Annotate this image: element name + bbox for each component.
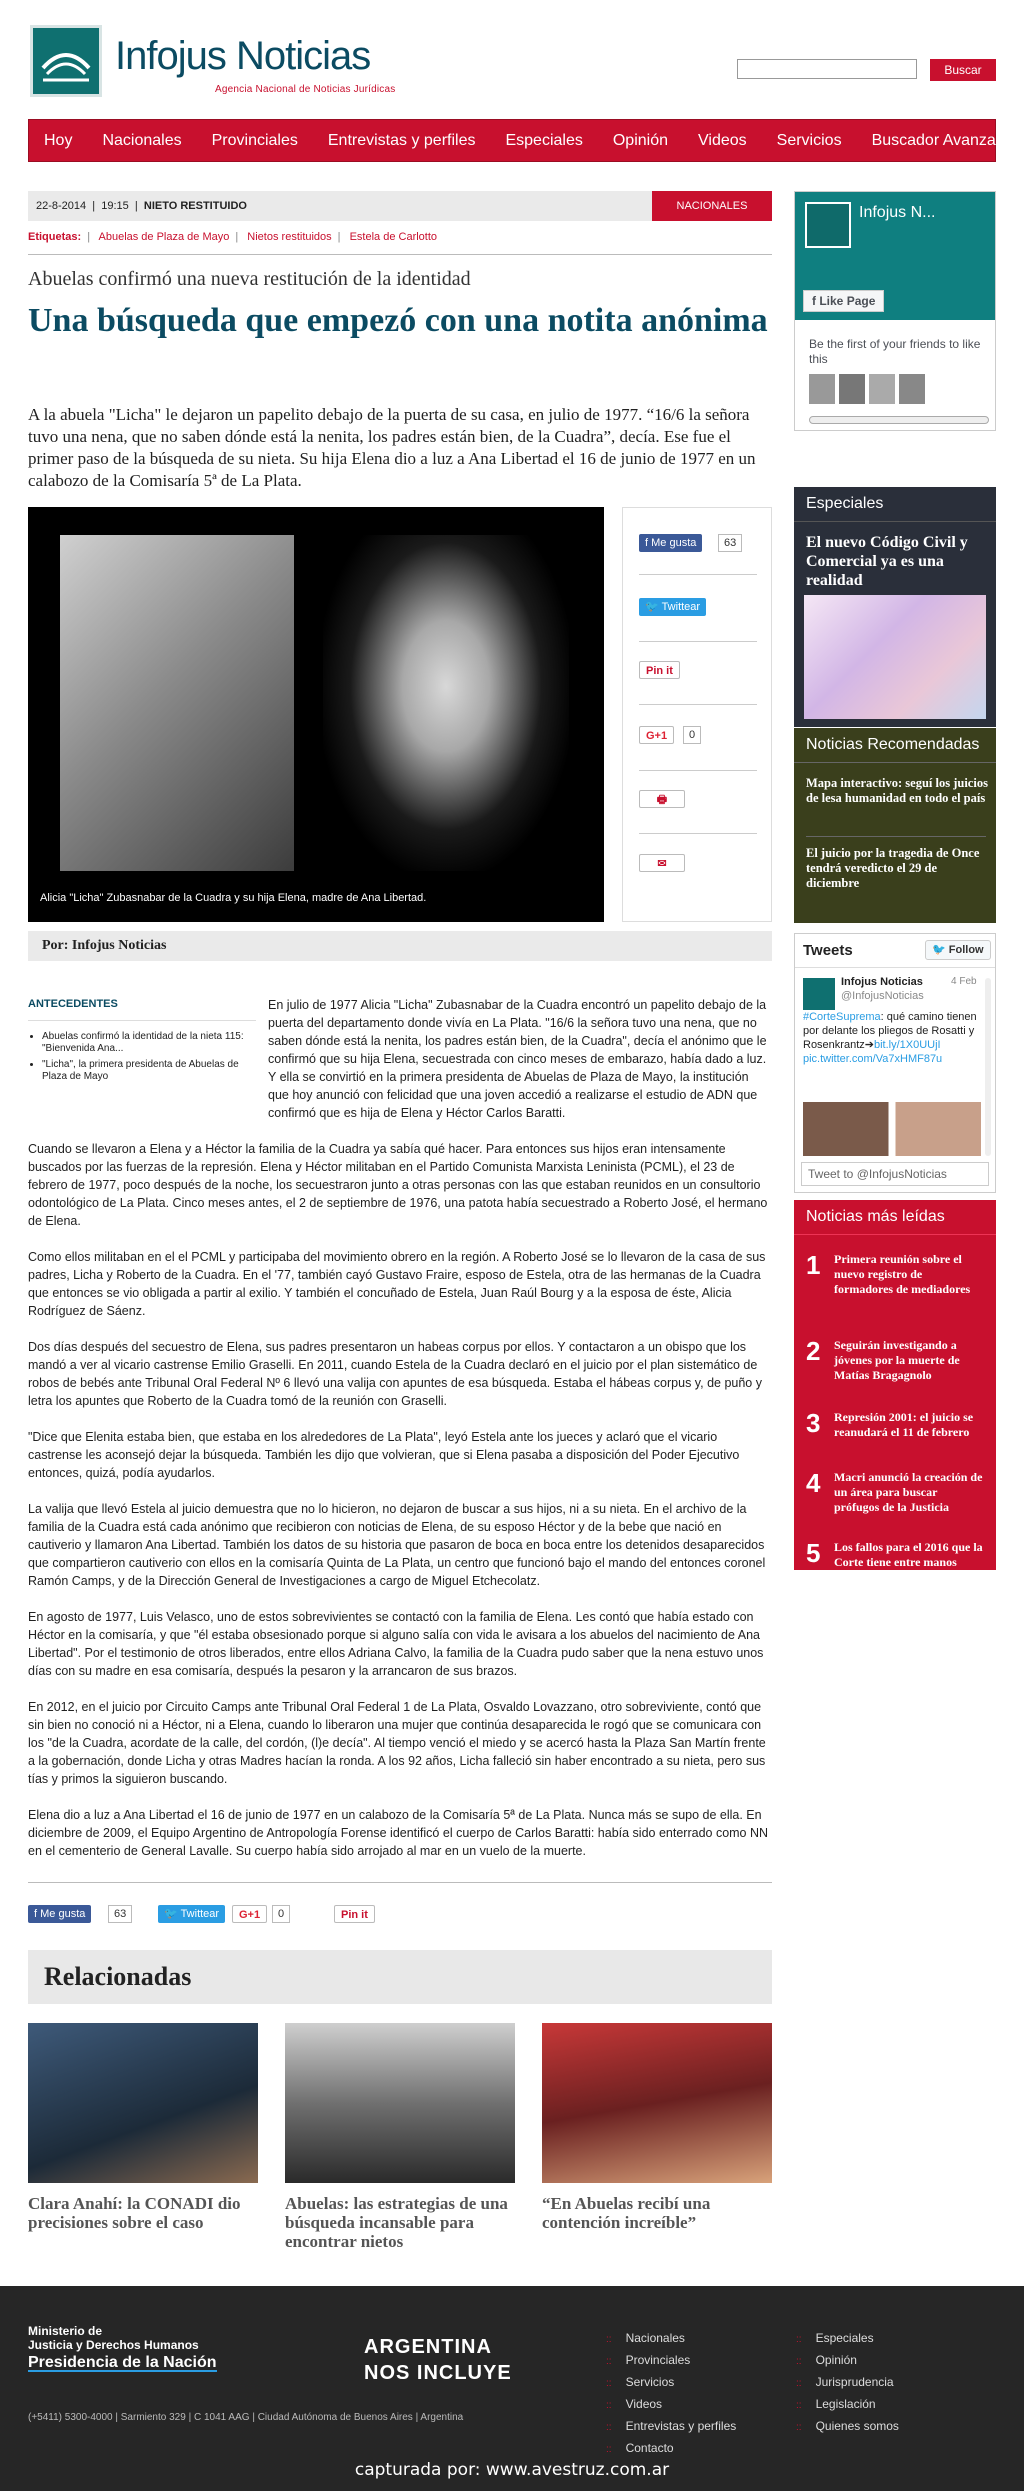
facebook-like-button[interactable]: f Me gusta <box>639 534 702 552</box>
antecedente-link[interactable]: • Abuelas confirmó la identidad de la nieta 115: "Bienvenida Ana... <box>42 1031 260 1055</box>
twitter-tweet-button[interactable]: 🐦 Twittear <box>639 598 706 616</box>
tweet-avatar-icon[interactable] <box>803 978 835 1010</box>
tweet-compose-input[interactable]: Tweet to @InfojusNoticias <box>801 1162 989 1186</box>
slogan-line-2: NOS INCLUYE <box>364 2362 512 2384</box>
footer-links-col-2 <box>796 2328 899 2438</box>
photo-licha <box>60 535 294 871</box>
divider <box>28 254 772 255</box>
antecedentes-title: ANTECEDENTES <box>28 998 118 1010</box>
logo-subtitle: Agencia Nacional de Noticias Jurídicas <box>215 84 396 95</box>
article-paragraph: La valija que llevó Estela al juicio demuestra que no lo hicieron, no dejaron de buscar a sus hijos, ni a su nieta. En el archivo de la familia de la Cuadra está cada anónimo que recibieron con noticias de Elena, de su esposo Héctor y de la bebe que nació en cautiverio y llamaron Ana Libertad. También los datos de su historia que pasaron de boca en boca entre los detenidos desaparecidos que compartieron cautiverio con ellos en la comisaría Quinta de La Plata, un centro que funcionó bajo el mando del entonces coronel Ramón Camps, y de la Dirección General de Investigaciones a cargo de Miguel Etchecolatz. <box>28 1502 766 1588</box>
nav-item-nacionales[interactable]: Nacionales <box>102 131 182 149</box>
most-read-link[interactable]: Seguirán investigando a jóvenes por la muerte de Matías Bragagnolo <box>834 1338 960 1382</box>
tweet-account-name[interactable]: Infojus Noticias <box>841 976 923 988</box>
article-paragraph: Cuando se llevaron a Elena y a Héctor la familia de la Cuadra ya sabía qué hacer. Para entonces sus hijos eran intensamente buscados por las fuerzas de la represión. Elena y Héctor militaban en el Partido Comunista Marxista Leninista (PCML), el 23 de febrero de 1977, poco después de la noche, los secuestraron junto a otras personas con las que estaban reunidos en un consultorio odontológico de La Plata. Cinco meses antes, el 2 de septiembre de 1976, una patota había secuestrado a Roberto José, el hermano de Elena. <box>28 1142 768 1228</box>
especiales-image[interactable] <box>804 595 986 719</box>
divider <box>639 704 757 705</box>
twitter-widget <box>794 933 996 1193</box>
footer-link[interactable]: :: Especiales <box>796 2328 899 2350</box>
article-intro: En julio de 1977 Alicia "Licha" Zubasnabar de la Cuadra encontró un papelito debajo de la puerta del departamento donde vivía en La Plata. "16/6 la señora tuvo una nena, que no saben dónde está la nenita, los padres están bien, de la Cuadra", decía el anónimo que le confirmó que su hija Elena, secuestrada con cinco meses de embarazo, había dado a luz. Y ella se convirtió en la primera presidenta de Abuelas de Plaza de Mayo, la institución que hoy anunció con felicidad que una joven accedió a realizarse el estudio de ADN que confirmó que es hija de Elena y Héctor Carlos Baratti. <box>268 998 767 1120</box>
ministry-line-1: Ministerio de <box>28 2324 103 2338</box>
antecedente-link[interactable]: • "Licha", la primera presidenta de Abuelas de Plaza de Mayo <box>42 1059 260 1083</box>
related-title: Relacionadas <box>28 1950 772 2004</box>
related-link[interactable]: “En Abuelas recibí una contención increíble” <box>542 2194 711 2232</box>
tweet-hashtag[interactable]: #CorteSuprema <box>803 1011 881 1023</box>
divider <box>639 770 757 771</box>
especiales-box <box>794 487 996 727</box>
facebook-like-button[interactable]: f Me gusta <box>28 1905 91 1923</box>
article-time: 19:15 <box>101 200 129 212</box>
facebook-scrollbar[interactable] <box>809 416 989 424</box>
pinterest-pin-button[interactable]: Pin it <box>334 1905 375 1923</box>
footer-link[interactable]: :: Nacionales <box>606 2328 736 2350</box>
divider <box>639 641 757 642</box>
article-lead: A la abuela "Licha" le dejaron un papelito debajo de la puerta de su casa, en julio de 1977. “16/6 la señora tuvo una nena, que no saben dónde está la nenita, los padres están bien, de la Cuadra”, decía. Ese fue el primer paso de la búsqueda de su nieta. Su hija Elena dio a luz a Ana Libertad el 16 de junio de 1977 en un calabozo de la Comisaría 5ª de La Plata. <box>28 405 756 490</box>
related-image[interactable] <box>28 2023 258 2183</box>
tweet-handle[interactable]: @InfojusNoticias <box>841 990 924 1002</box>
related-image[interactable] <box>285 2023 515 2183</box>
recomendada-link[interactable]: Mapa interactivo: seguí los juicios de lesa humanidad en todo el país <box>806 776 988 805</box>
most-read-link[interactable]: Primera reunión sobre el nuevo registro de formadores de mediadores <box>834 1252 971 1296</box>
recomendadas-box <box>794 728 996 923</box>
most-read-number: 5 <box>806 1538 821 1568</box>
nav-item-entrevistas[interactable]: Entrevistas y perfiles <box>327 131 476 149</box>
site-logo-text[interactable] <box>115 34 370 79</box>
most-read-link[interactable]: Macri anunció la creación de un área para buscar prófugos de la Justicia <box>834 1470 983 1514</box>
most-read-box <box>794 1200 996 1570</box>
facebook-like-count: 63 <box>718 534 742 552</box>
tweet-image[interactable] <box>803 1102 981 1156</box>
nav-item-provinciales[interactable]: Provinciales <box>211 131 298 149</box>
antecedentes-list <box>30 1031 260 1087</box>
nav-item-servicios[interactable]: Servicios <box>776 131 842 149</box>
recomendada-link[interactable]: El juicio por la tragedia de Once tendrá veredicto el 29 de diciembre <box>806 846 980 890</box>
recomendadas-title: Noticias Recomendadas <box>806 736 980 753</box>
tweet-link[interactable]: pic.twitter.com/Va7xHMF87u <box>803 1053 943 1065</box>
photo-elena <box>323 535 569 871</box>
article-date: 22-8-2014 <box>36 200 87 212</box>
nav-item-especiales[interactable]: Especiales <box>505 131 583 149</box>
email-icon[interactable]: ✉ <box>639 854 685 872</box>
site-footer <box>0 2286 1024 2491</box>
print-icon[interactable]: 🖶 <box>639 790 685 808</box>
twitter-follow-button[interactable]: 🐦 Follow <box>925 940 991 960</box>
most-read-link[interactable]: Represión 2001: el juicio se reanudará el 11 de febrero <box>834 1410 974 1439</box>
divider <box>639 833 757 834</box>
tweet-date: 4 Feb <box>951 976 977 987</box>
divider <box>639 574 757 575</box>
share-bottom-bar <box>28 1905 772 1925</box>
tag-link[interactable]: Abuelas de Plaza de Mayo <box>98 231 230 243</box>
tweets-scrollbar[interactable] <box>985 978 991 1156</box>
footer-link[interactable]: :: Servicios <box>606 2372 736 2394</box>
nav-item-buscador[interactable]: Buscador Avanzado <box>871 131 1014 149</box>
most-read-number: 2 <box>806 1336 821 1366</box>
footer-link[interactable]: :: Opinión <box>796 2350 899 2372</box>
footer-link[interactable]: :: Jurisprudencia <box>796 2372 899 2394</box>
nav-item-hoy[interactable]: Hoy <box>44 131 73 149</box>
divider <box>28 1882 772 1883</box>
article-headline: Una búsqueda que empezó con una notita anónima <box>28 302 768 339</box>
nav-item-opinion[interactable]: Opinión <box>612 131 669 149</box>
related-image[interactable] <box>542 2023 772 2183</box>
footer-link[interactable]: :: Contacto <box>606 2438 736 2460</box>
share-column <box>622 507 772 922</box>
related-link[interactable]: Abuelas: las estrategias de una búsqueda incansable para encontrar nietos <box>285 2194 508 2251</box>
search-button[interactable]: Buscar <box>930 59 996 81</box>
logo-icon[interactable] <box>30 25 102 97</box>
facebook-friend-avatars <box>809 374 989 404</box>
article-paragraph: En agosto de 1977, Luis Velasco, uno de estos sobrevivientes se contactó con la familia de Elena. Les contó que había estado con Héctor en la comisaría, y que "él estaba obsesionado porque si alguno salía con vida le avisara a los abuelos del nacimiento de Ana Libertad". Por el testimonio de otros liberados, entre ellos Adriana Calvo, la familia de la Cuadra pudo saber que la nena estuvo unos días con su madre en esa comisaría, después la pesaron y la arrancaron de sus brazos. <box>28 1610 764 1678</box>
nav-item-videos[interactable]: Videos <box>698 131 747 149</box>
facebook-cover-image[interactable] <box>795 192 995 320</box>
footer-links-col-1 <box>606 2328 736 2460</box>
ministry-logo[interactable] <box>28 2324 217 2372</box>
tags-row: Etiquetas: | Abuelas de Plaza de Mayo | Nietos restituidos | Estela de Carlotto <box>28 231 438 243</box>
footer-link[interactable]: :: Entrevistas y perfiles <box>606 2416 736 2438</box>
footer-link[interactable]: :: Videos <box>606 2394 736 2416</box>
section-badge[interactable]: NACIONALES <box>652 191 772 221</box>
slogan-line-1: ARGENTINA <box>364 2336 492 2358</box>
presidency-label: Presidencia de la Nación <box>28 2354 217 2371</box>
footer-link[interactable]: :: Legislación <box>796 2394 899 2416</box>
tweets-title: Tweets <box>803 942 853 959</box>
facebook-like-count: 63 <box>108 1905 132 1923</box>
pinterest-pin-button[interactable]: Pin it <box>639 661 680 679</box>
facebook-like-page-button[interactable]: f Like Page <box>803 290 884 312</box>
article-paragraph: En 2012, en el juicio por Circuito Camps ante Tribunal Oral Federal 1 de La Plata, Osvaldo Lovazzano, otro sobreviviente, contó que sin bien no conoció ni a Héctor, ni a Elena, cuando lo liberaron una mujer que continúa desaparecida le rogó que se comunicara con los "de la Cuadra, acordate de la calle, del cordón, (l)e decía". Al tiempo venció el miedo y se acercó hasta la Plaza San Martín frente a la gobernación, donde Licha y otras Madres hacían la ronda. A los 92 años, Licha falleció sin haber encontrado a su nieta, pero sus tías y primos la siguieron buscando. <box>28 1700 766 1786</box>
article-photo[interactable] <box>28 507 604 922</box>
footer-link[interactable]: :: Quienes somos <box>796 2416 899 2438</box>
slogan <box>364 2334 512 2386</box>
main-nav <box>28 119 1014 162</box>
google-plus-button[interactable]: G+1 <box>232 1905 267 1923</box>
tag-link[interactable]: Estela de Carlotto <box>349 231 438 243</box>
tweet-link[interactable]: bit.ly/1X0UUjI <box>873 1039 941 1051</box>
tag-link[interactable]: Nietos restituidos <box>247 231 332 243</box>
facebook-page-widget <box>794 191 996 431</box>
article-byline: Por: Infojus Noticias <box>28 931 772 961</box>
especiales-headline[interactable]: El nuevo Código Civil y Comercial ya es una realidad <box>806 534 968 589</box>
article-paragraph: Elena dio a luz a Ana Libertad el 16 de junio de 1977 en un calabozo de la Comisaría 5ª de La Plata. Nunca más se supo de ella. En diciembre de 2009, el Equipo Argentino de Antropología Forense identificó el cuerpo de Carlos Baratti: había sido enterrado como NN en el cementerio de General Lavalle. Su cuerpo había sido arrojado al mar en un vuelo de la muerte. <box>28 1808 769 1858</box>
google-plus-count: 0 <box>683 726 701 744</box>
related-link[interactable]: Clara Anahí: la CONADI dio precisiones sobre el caso <box>28 2194 241 2232</box>
logo-word-1: Infojus <box>115 34 226 78</box>
logo-word-2: Noticias <box>235 34 371 78</box>
article-paragraph: "Dice que Elenita estaba bien, que estaba en los alrededores de La Plata", leyó Estela ante los jueces y aclaró que el vicario castrense les aconsejó dejar la búsqueda. También les dijo que volvieran, que si Elena pasaba a disposición del Poder Ejecutivo entonces, quizá, podía ayudarlos. <box>28 1430 740 1480</box>
article-meta-bar: 22-8-2014 | 19:15 | NIETO RESTITUIDO <box>28 191 652 221</box>
most-read-link[interactable]: Los fallos para el 2016 que la Corte tiene entre manos <box>834 1540 983 1569</box>
article-body <box>28 1140 772 1878</box>
page-avatar-icon <box>805 202 851 248</box>
photo-caption: Alicia "Licha" Zubasnabar de la Cuadra y su hija Elena, madre de Ana Libertad. <box>40 892 427 904</box>
footer-link[interactable]: :: Provinciales <box>606 2350 736 2372</box>
article-topic: NIETO RESTITUIDO <box>143 200 247 212</box>
twitter-tweet-button[interactable]: 🐦 Twittear <box>158 1905 225 1923</box>
most-read-number: 1 <box>806 1250 821 1280</box>
facebook-friends-text: Be the first of your friends to like this <box>809 337 981 366</box>
capture-credit: capturada por: www.avestruz.com.ar <box>354 2460 670 2480</box>
footer-address: (+5411) 5300-4000 | Sarmiento 329 | C 1041 AAG | Ciudad Autónoma de Buenos Aires | Argentina <box>28 2412 464 2423</box>
article-paragraph: Dos días después del secuestro de Elena, sus padres presentaron un habeas corpus por ellos. Y contactaron a un obispo que los mandó a ver al vicario castrense Emilio Graselli. En 2011, cuando Estela de la Cuadra declaró en el juicio por el plan sistemático de robos de bebés ante Tribunal Oral Federal Nº 6 llevó una valija con apuntes de esa búsqueda. Estaba el hábeas corpus y, de puño y letra los apuntes que Roberto de la Cuadra tomó de la reunión con Graselli. <box>28 1340 762 1408</box>
article-kicker: Abuelas confirmó una nueva restitución de la identidad <box>28 268 471 290</box>
divider <box>28 1020 256 1021</box>
google-plus-count: 0 <box>272 1905 290 1923</box>
google-plus-button[interactable]: G+1 <box>639 726 674 744</box>
tags-label: Etiquetas: <box>28 231 82 243</box>
tweet-text <box>803 1010 981 1066</box>
most-read-title: Noticias más leídas <box>806 1208 945 1225</box>
most-read-number: 4 <box>806 1468 821 1498</box>
search-input[interactable] <box>737 59 917 79</box>
ministry-line-2: Justicia y Derechos Humanos <box>28 2338 199 2352</box>
article-paragraph: Como ellos militaban en el el PCML y participaba del movimiento obrero en la región. A Roberto José se lo llevaron de la casa de sus padres, Licha y Roberto de la Cuadra. En el '77, también cayó Gustavo Fraire, esposo de Estela, otra de las hermanas de la Cuadra que entonces se vio obligada a partir al exilio. Y también el concuñado de Estela, Juan Raúl Bourg y a la esposa de éste, Alicia Rodríguez de Sáenz. <box>28 1250 766 1318</box>
most-read-number: 3 <box>806 1408 821 1438</box>
tweet-body: : qué camino tienen por delante los pliegos de Rosatti y Rosenkrantz➔ <box>803 1011 977 1051</box>
especiales-title: Especiales <box>806 495 884 512</box>
facebook-page-name[interactable]: Infojus N... <box>859 204 936 221</box>
